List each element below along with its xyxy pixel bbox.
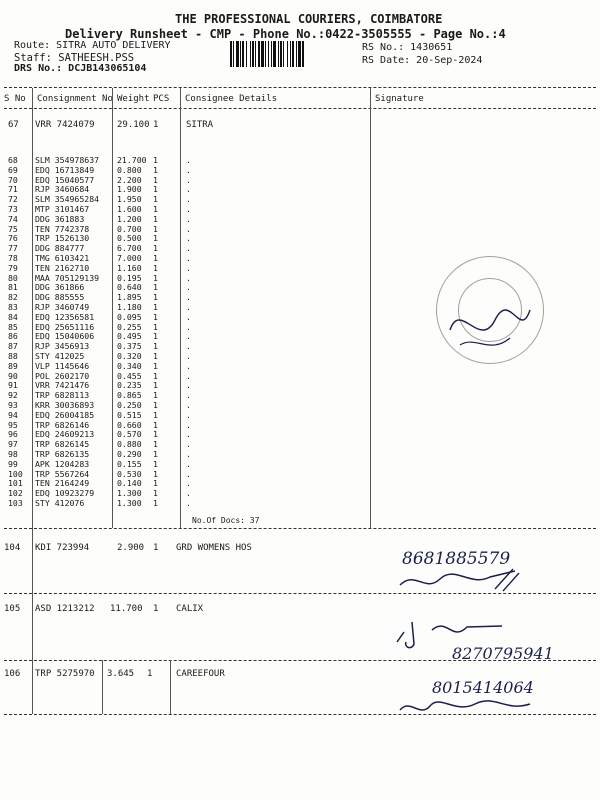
sno-cell: 67 <box>8 120 19 130</box>
pcs-cell: 1 <box>153 164 158 175</box>
consignee-cell: SITRA <box>186 120 214 130</box>
column-divider <box>32 528 33 714</box>
weight-cell: 1.300 <box>117 498 142 508</box>
consignee-cell: . <box>186 458 191 469</box>
sno-cell: 88 <box>8 351 18 361</box>
col-header-weight: Weight <box>117 94 150 104</box>
sno-cell: 77 <box>8 243 18 254</box>
sno-cell: 89 <box>8 360 18 371</box>
consignee-cell: . <box>186 478 191 489</box>
pcs-cell: 1 <box>153 498 158 508</box>
table-row <box>0 224 600 234</box>
pcs-cell: 1 <box>153 419 158 430</box>
consignee-cell: . <box>186 174 191 185</box>
table-row <box>0 204 600 214</box>
sno-cell: 86 <box>8 331 18 342</box>
consignment-cell: TRP 6826135 <box>35 449 90 459</box>
consignment-cell: VLP 1145646 <box>35 360 90 371</box>
consignee-cell: . <box>186 243 191 254</box>
pcs-cell: 1 <box>153 243 158 254</box>
table-row <box>0 449 600 459</box>
pcs-cell: 1 <box>153 213 158 224</box>
table-row <box>0 478 600 488</box>
consignee-cell: . <box>186 184 191 195</box>
consignment-cell: VRR 7424079 <box>35 120 95 130</box>
sno-cell: 91 <box>8 380 18 391</box>
sno-cell: 103 <box>8 498 23 508</box>
weight-cell: 3.645 <box>107 669 135 679</box>
pcs-cell: 1 <box>153 184 158 195</box>
consignee-cell: . <box>186 449 191 459</box>
weight-cell: 0.340 <box>117 360 142 371</box>
pcs-cell: 1 <box>153 478 158 489</box>
consignment-cell: KRR 30036893 <box>35 400 95 410</box>
pcs-cell: 1 <box>153 360 158 371</box>
table-row <box>0 371 600 381</box>
table-row <box>0 488 600 498</box>
pcs-cell: 1 <box>153 370 158 381</box>
sno-cell: 83 <box>8 302 18 312</box>
sno-cell: 82 <box>8 292 18 303</box>
sno-cell: 95 <box>8 419 18 430</box>
company-title: THE PROFESSIONAL COURIERS, COIMBATORE <box>175 12 443 26</box>
pcs-cell: 1 <box>153 604 159 614</box>
table-row <box>0 243 600 253</box>
sno-cell: 70 <box>8 174 18 185</box>
consignment-cell: EDQ 15040606 <box>35 331 95 342</box>
pcs-cell: 1 <box>153 488 158 499</box>
consignee-cell: . <box>186 253 191 263</box>
sno-cell: 87 <box>8 341 18 352</box>
weight-cell: 0.455 <box>117 370 142 381</box>
consignee-cell: . <box>186 302 191 312</box>
weight-cell: 2.200 <box>117 174 142 185</box>
consignee-cell: . <box>186 400 191 410</box>
consignee-cell: . <box>186 419 191 430</box>
consignment-cell: TMG 6103421 <box>35 253 90 263</box>
consignee-cell: . <box>186 341 191 352</box>
weight-cell: 21.700 <box>117 155 147 165</box>
consignee-cell: CALIX <box>176 604 204 614</box>
weight-cell: 0.235 <box>117 380 142 391</box>
consignment-cell: EDQ 25651116 <box>35 321 95 332</box>
consignment-cell: SLM 354978637 <box>35 155 100 165</box>
weight-cell: 1.895 <box>117 292 142 303</box>
handwritten-phone: 8015414064 <box>432 678 534 697</box>
separator <box>4 87 596 88</box>
pcs-cell: 1 <box>153 380 158 391</box>
consignment-cell: KDI 723994 <box>35 543 90 553</box>
pcs-cell: 1 <box>153 282 158 293</box>
sno-cell: 81 <box>8 282 18 293</box>
weight-cell: 7.000 <box>117 253 142 263</box>
sno-cell: 68 <box>8 155 18 165</box>
consignment-cell: EDQ 12356581 <box>35 311 95 322</box>
handwritten-signature <box>395 696 535 720</box>
table-row <box>0 400 600 410</box>
pcs-cell: 1 <box>153 458 158 469</box>
table-row <box>0 429 600 439</box>
pcs-cell: 1 <box>153 174 158 185</box>
table-row <box>0 155 600 165</box>
consignee-cell: . <box>186 262 191 273</box>
sno-cell: 78 <box>8 253 18 263</box>
consignment-cell: DDG 361883 <box>35 213 85 224</box>
weight-cell: 0.570 <box>117 429 142 440</box>
consignment-cell: DDG 884777 <box>35 243 85 254</box>
sno-cell: 74 <box>8 213 18 224</box>
consignment-cell: TEN 7742378 <box>35 223 90 234</box>
weight-cell: 0.290 <box>117 449 142 459</box>
sno-cell: 99 <box>8 458 18 469</box>
separator <box>4 660 596 661</box>
sno-cell: 76 <box>8 233 18 244</box>
consignee-cell: . <box>186 488 191 499</box>
sno-cell: 73 <box>8 204 18 214</box>
pcs-cell: 1 <box>153 262 158 273</box>
pcs-cell: 1 <box>153 439 158 450</box>
pcs-cell: 1 <box>153 341 158 352</box>
pcs-cell: 1 <box>153 311 158 322</box>
consignee-cell: . <box>186 409 191 420</box>
weight-cell: 0.155 <box>117 458 142 469</box>
sno-cell: 92 <box>8 390 18 401</box>
sno-cell: 102 <box>8 488 23 499</box>
consignment-cell: POL 2602170 <box>35 370 90 381</box>
sno-cell: 97 <box>8 439 18 450</box>
weight-cell: 0.320 <box>117 351 142 361</box>
weight-cell: 0.880 <box>117 439 142 450</box>
barcode <box>230 41 354 67</box>
sno-cell: 100 <box>8 468 23 479</box>
table-row <box>0 361 600 371</box>
weight-cell: 11.700 <box>110 604 143 614</box>
table-row <box>0 498 600 508</box>
pcs-cell: 1 <box>153 223 158 234</box>
consignee-cell: . <box>186 223 191 234</box>
weight-cell: 1.950 <box>117 194 142 205</box>
sno-cell: 71 <box>8 184 18 195</box>
col-header-signature: Signature <box>375 94 424 104</box>
column-divider <box>170 660 171 714</box>
table-row <box>0 175 600 185</box>
consignee-cell: . <box>186 311 191 322</box>
table-row <box>0 194 600 204</box>
weight-cell: 0.250 <box>117 400 142 410</box>
no-of-docs: No.Of Docs: 37 <box>192 516 260 525</box>
table-row <box>0 469 600 479</box>
weight-cell: 0.500 <box>117 233 142 244</box>
pcs-cell: 1 <box>153 155 158 165</box>
consignment-cell: MAA 705129139 <box>35 272 100 283</box>
pcs-cell: 1 <box>153 468 158 479</box>
sno-cell: 85 <box>8 321 18 332</box>
consignment-cell: EDQ 15040577 <box>35 174 95 185</box>
sno-cell: 79 <box>8 262 18 273</box>
weight-cell: 0.800 <box>117 164 142 175</box>
consignment-cell: TRP 6828113 <box>35 390 90 401</box>
consignee-cell: . <box>186 204 191 214</box>
weight-cell: 0.140 <box>117 478 142 489</box>
column-divider <box>102 660 103 714</box>
pcs-cell: 1 <box>153 204 158 214</box>
consignee-cell: . <box>186 360 191 371</box>
consignment-cell: STY 412076 <box>35 498 85 508</box>
table-row <box>0 390 600 400</box>
separator <box>4 714 596 715</box>
pcs-cell: 1 <box>153 194 158 205</box>
separator <box>4 528 596 529</box>
col-header-sno: S No <box>4 94 26 104</box>
consignee-cell: . <box>186 282 191 293</box>
weight-cell: 0.095 <box>117 311 142 322</box>
consignee-cell: CAREEFOUR <box>176 669 225 679</box>
consignment-cell: DDG 361866 <box>35 282 85 293</box>
weight-cell: 0.255 <box>117 321 142 332</box>
sno-cell: 96 <box>8 429 18 440</box>
weight-cell: 0.660 <box>117 419 142 430</box>
pcs-cell: 1 <box>147 669 153 679</box>
route-label: Route: SITRA AUTO DELIVERY <box>14 40 171 51</box>
pcs-cell: 1 <box>153 272 158 283</box>
sno-cell: 106 <box>4 669 21 679</box>
consignee-cell: . <box>186 390 191 401</box>
weight-cell: 0.865 <box>117 390 142 401</box>
sno-cell: 80 <box>8 272 18 283</box>
sno-cell: 93 <box>8 400 18 410</box>
table-row <box>0 380 600 390</box>
sno-cell: 98 <box>8 449 18 459</box>
weight-cell: 0.515 <box>117 409 142 420</box>
weight-cell: 0.640 <box>117 282 142 293</box>
pcs-cell: 1 <box>153 400 158 410</box>
consignment-cell: SLM 354965284 <box>35 194 100 205</box>
consignment-cell: APK 1204283 <box>35 458 90 469</box>
pcs-cell: 1 <box>153 233 158 244</box>
weight-cell: 1.300 <box>117 488 142 499</box>
weight-cell: 2.900 <box>117 543 145 553</box>
consignment-cell: TEN 2164249 <box>35 478 90 489</box>
table-row <box>0 410 600 420</box>
pcs-cell: 1 <box>153 390 158 401</box>
pcs-cell: 1 <box>153 292 158 303</box>
consignee-cell: . <box>186 468 191 479</box>
consignee-cell: . <box>186 331 191 342</box>
staff-label: Staff: SATHEESH.PSS <box>14 52 135 64</box>
weight-cell: 1.200 <box>117 213 142 224</box>
consignee-cell: . <box>186 155 191 165</box>
weight-cell: 29.100 <box>117 120 150 130</box>
consignment-cell: TRP 5275970 <box>35 669 95 679</box>
consignee-cell: . <box>186 233 191 244</box>
pcs-cell: 1 <box>153 302 158 312</box>
weight-cell: 0.530 <box>117 468 142 479</box>
sno-cell: 75 <box>8 223 18 234</box>
pcs-cell: 1 <box>153 253 158 263</box>
consignment-cell: RJP 3460749 <box>35 302 90 312</box>
weight-cell: 1.180 <box>117 302 142 312</box>
consignee-cell: . <box>186 272 191 283</box>
sno-cell: 84 <box>8 311 18 322</box>
handwritten-phone: 8270795941 <box>452 644 554 663</box>
col-header-consignment: Consignment No <box>37 94 113 104</box>
sno-cell: 94 <box>8 409 18 420</box>
sno-cell: 105 <box>4 604 21 614</box>
consignment-cell: DDG 885555 <box>35 292 85 303</box>
pcs-cell: 1 <box>153 543 159 553</box>
weight-cell: 0.375 <box>117 341 142 352</box>
pcs-cell: 1 <box>153 429 158 440</box>
consignee-cell: . <box>186 498 191 508</box>
consignment-cell: STY 412025 <box>35 351 85 361</box>
consignment-cell: RJP 3456913 <box>35 341 90 352</box>
runsheet-title: Delivery Runsheet - CMP - Phone No.:0422-3505555 - Page No.:4 <box>65 27 506 41</box>
consignee-cell: . <box>186 321 191 332</box>
sno-cell: 90 <box>8 370 18 381</box>
sno-cell: 104 <box>4 543 21 553</box>
consignee-cell: . <box>186 213 191 224</box>
consignment-cell: MTP 3101467 <box>35 204 90 214</box>
consignee-cell: . <box>186 351 191 361</box>
table-row <box>0 439 600 449</box>
weight-cell: 0.700 <box>117 223 142 234</box>
consignment-cell: EDQ 24609213 <box>35 429 95 440</box>
table-row <box>0 459 600 469</box>
table-row <box>0 165 600 175</box>
consignee-cell: . <box>186 429 191 440</box>
separator <box>4 593 596 594</box>
stamp-signature-scribble <box>440 290 540 360</box>
consignment-cell: EDQ 16713849 <box>35 164 95 175</box>
consignment-cell: TRP 6826145 <box>35 439 90 450</box>
weight-cell: 1.600 <box>117 204 142 214</box>
consignee-cell: . <box>186 164 191 175</box>
handwritten-phone: 8681885579 <box>402 549 511 569</box>
weight-cell: 1.900 <box>117 184 142 195</box>
pcs-cell: 1 <box>153 331 158 342</box>
consignment-cell: EDQ 10923279 <box>35 488 95 499</box>
drs-number: DRS No.: DCJB143065104 <box>14 63 147 74</box>
separator <box>4 108 596 109</box>
rs-date: RS Date: 20-Sep-2024 <box>362 55 483 66</box>
consignment-cell: ASD 1213212 <box>35 604 95 614</box>
rs-number: RS No.: 1430651 <box>362 42 453 53</box>
sno-cell: 101 <box>8 478 23 489</box>
weight-cell: 0.495 <box>117 331 142 342</box>
weight-cell: 1.160 <box>117 262 142 273</box>
consignee-cell: . <box>186 194 191 205</box>
pcs-cell: 1 <box>153 351 158 361</box>
table-row <box>0 120 600 130</box>
consignee-cell: . <box>186 292 191 303</box>
table-row <box>0 184 600 194</box>
pcs-cell: 1 <box>153 120 159 130</box>
consignee-cell: . <box>186 370 191 381</box>
weight-cell: 0.195 <box>117 272 142 283</box>
pcs-cell: 1 <box>153 321 158 332</box>
handwritten-signature <box>395 565 525 595</box>
consignment-cell: TEN 2162710 <box>35 262 90 273</box>
table-row <box>0 420 600 430</box>
table-row <box>0 233 600 243</box>
consignee-cell: . <box>186 439 191 450</box>
consignment-cell: RJP 3460684 <box>35 184 90 195</box>
consignment-cell: VRR 7421476 <box>35 380 90 391</box>
consignment-cell: TRP 1526130 <box>35 233 90 244</box>
consignment-cell: TRP 6826146 <box>35 419 90 430</box>
consignee-cell: . <box>186 380 191 391</box>
consignee-cell: GRD WOMENS HOS <box>176 543 252 553</box>
pcs-cell: 1 <box>153 409 158 420</box>
consignment-cell: EDQ 26004185 <box>35 409 95 420</box>
consignment-cell: TRP 5567264 <box>35 468 90 479</box>
col-header-pcs: PCS <box>153 94 170 104</box>
pcs-cell: 1 <box>153 449 158 459</box>
sno-cell: 72 <box>8 194 18 205</box>
col-header-consignee: Consignee Details <box>185 94 278 104</box>
weight-cell: 6.700 <box>117 243 142 254</box>
table-row <box>0 214 600 224</box>
sno-cell: 69 <box>8 164 18 175</box>
